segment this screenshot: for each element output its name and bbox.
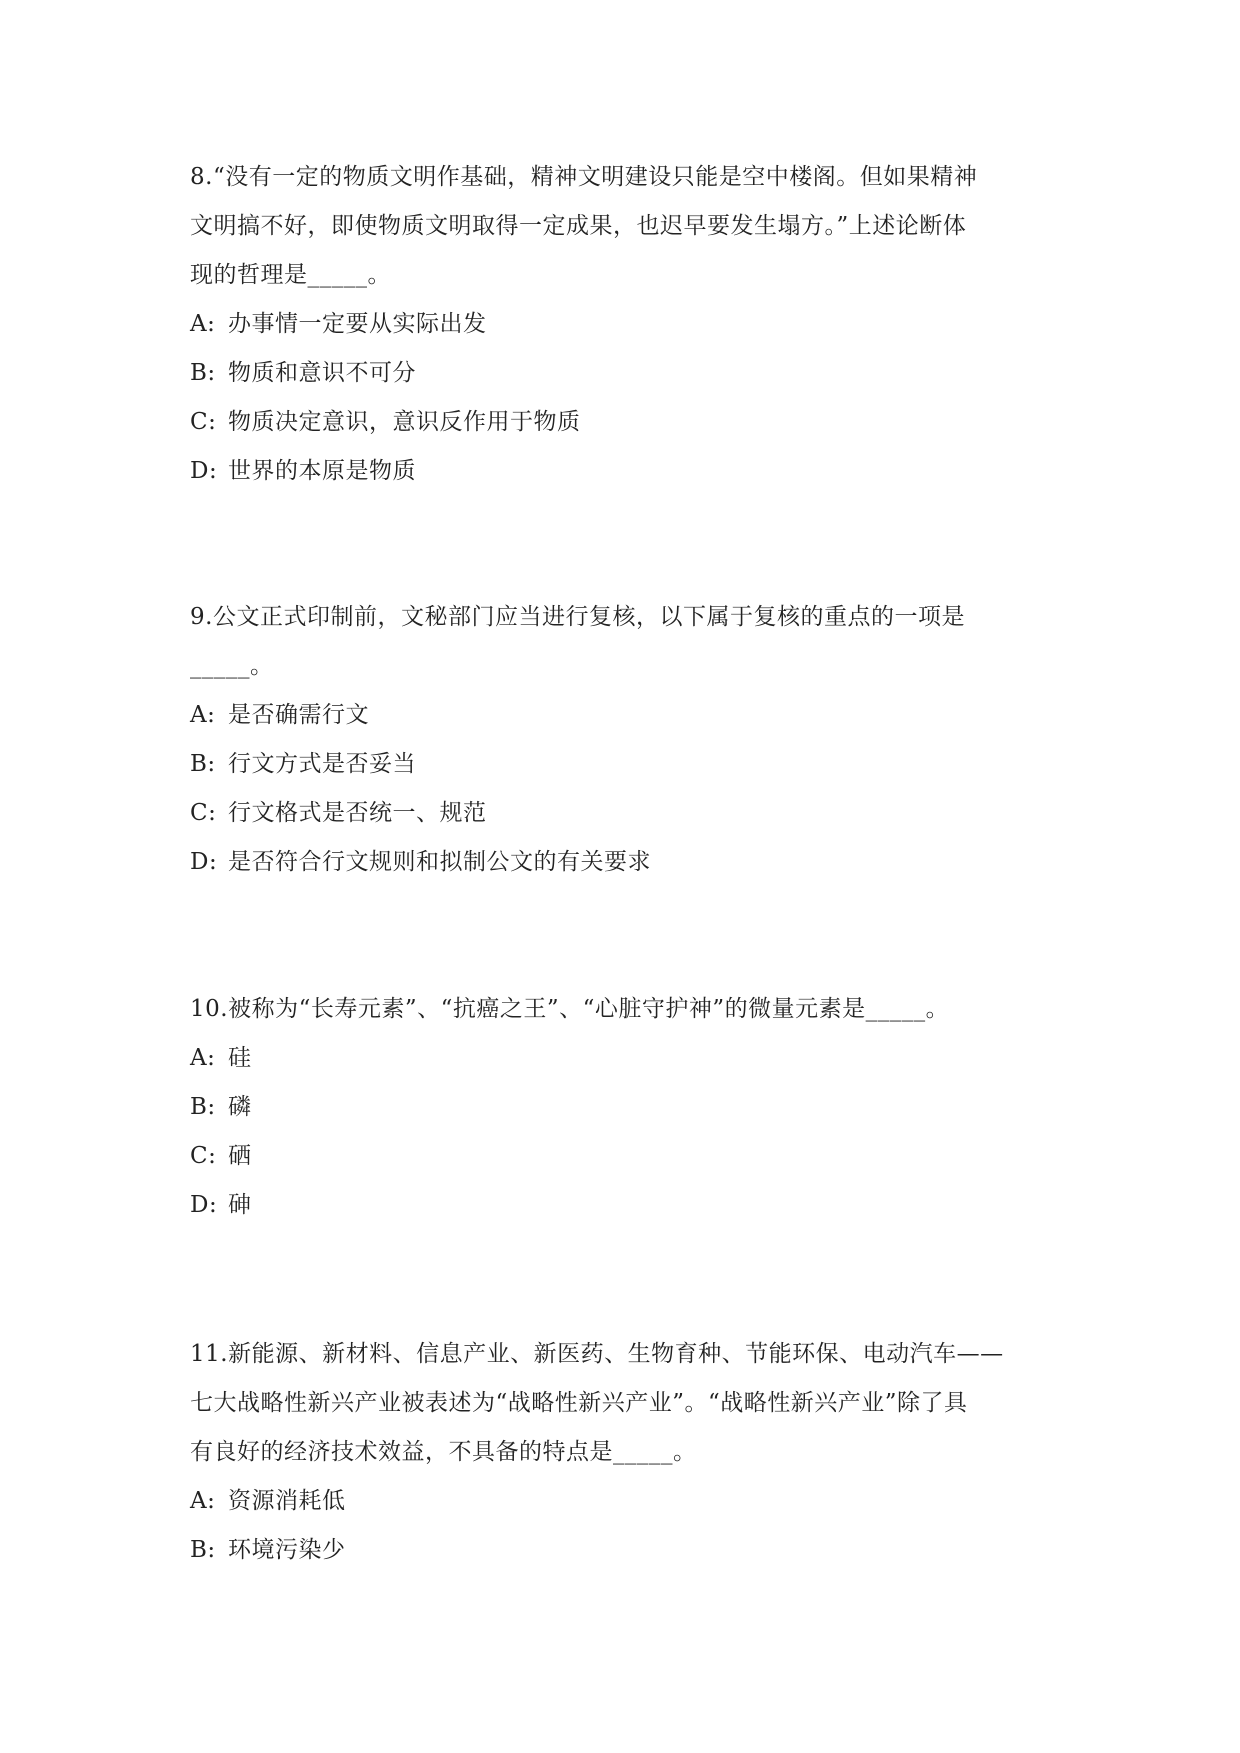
option-text: 砷 bbox=[228, 1192, 252, 1218]
option-d bbox=[190, 447, 1070, 496]
question-stem-line: 有良好的经济技术效益，不具备的特点是_____。 bbox=[190, 1439, 697, 1465]
option-text: 物质和意识不可分 bbox=[228, 360, 416, 386]
question-11 bbox=[190, 1330, 1070, 1575]
option-letter: A: bbox=[190, 702, 216, 728]
option-text: 资源消耗低 bbox=[228, 1488, 346, 1514]
option-b bbox=[190, 1526, 1070, 1575]
option-c bbox=[190, 398, 1070, 447]
option-c bbox=[190, 789, 1070, 838]
option-letter: D: bbox=[190, 1192, 218, 1218]
question-stem-line: _____。 bbox=[190, 653, 274, 679]
option-text: 办事情一定要从实际出发 bbox=[228, 311, 487, 337]
option-text: 世界的本原是物质 bbox=[228, 458, 416, 484]
option-a bbox=[190, 691, 1070, 740]
option-b bbox=[190, 1083, 1070, 1132]
option-letter: C: bbox=[190, 1143, 217, 1169]
question-stem-line: 文明搞不好，即使物质文明取得一定成果，也迟早要发生塌方。”上述论断体 bbox=[190, 213, 967, 239]
option-letter: A: bbox=[190, 1045, 216, 1071]
option-letter: A: bbox=[190, 1488, 216, 1514]
option-letter: B: bbox=[190, 360, 216, 386]
option-d bbox=[190, 1181, 1070, 1230]
question-stem-line: 七大战略性新兴产业被表述为“战略性新兴产业”。“战略性新兴产业”除了具 bbox=[190, 1390, 968, 1416]
question-stem-line: 8.“没有一定的物质文明作基础，精神文明建设只能是空中楼阁。但如果精神 bbox=[190, 164, 978, 190]
question-10 bbox=[190, 985, 1070, 1230]
option-text: 行文格式是否统一、规范 bbox=[228, 800, 487, 826]
option-d bbox=[190, 838, 1070, 887]
option-text: 行文方式是否妥当 bbox=[228, 751, 416, 777]
option-letter: C: bbox=[190, 800, 217, 826]
option-letter: C: bbox=[190, 409, 217, 435]
option-b bbox=[190, 740, 1070, 789]
option-letter: B: bbox=[190, 1537, 216, 1563]
option-letter: D: bbox=[190, 458, 218, 484]
question-9 bbox=[190, 593, 1070, 887]
option-a bbox=[190, 1034, 1070, 1083]
option-a bbox=[190, 300, 1070, 349]
option-letter: B: bbox=[190, 751, 216, 777]
option-text: 磷 bbox=[228, 1094, 252, 1120]
question-8 bbox=[190, 153, 1070, 496]
option-letter: A: bbox=[190, 311, 216, 337]
option-letter: B: bbox=[190, 1094, 216, 1120]
option-c bbox=[190, 1132, 1070, 1181]
option-text: 环境污染少 bbox=[228, 1537, 346, 1563]
option-text: 物质决定意识，意识反作用于物质 bbox=[228, 409, 581, 435]
option-letter: D: bbox=[190, 849, 218, 875]
option-text: 是否确需行文 bbox=[228, 702, 369, 728]
question-stem-line: 10.被称为“长寿元素”、“抗癌之王”、“心脏守护神”的微量元素是_____。 bbox=[190, 996, 950, 1022]
option-text: 硒 bbox=[228, 1143, 252, 1169]
option-text: 硅 bbox=[228, 1045, 252, 1071]
option-a bbox=[190, 1477, 1070, 1526]
option-b bbox=[190, 349, 1070, 398]
question-stem-line: 11.新能源、新材料、信息产业、新医药、生物育种、节能环保、电动汽车—— bbox=[190, 1341, 1004, 1367]
option-text: 是否符合行文规则和拟制公文的有关要求 bbox=[228, 849, 651, 875]
question-stem-line: 现的哲理是_____。 bbox=[190, 262, 391, 288]
question-stem-line: 9.公文正式印制前，文秘部门应当进行复核，以下属于复核的重点的一项是 bbox=[190, 604, 965, 630]
